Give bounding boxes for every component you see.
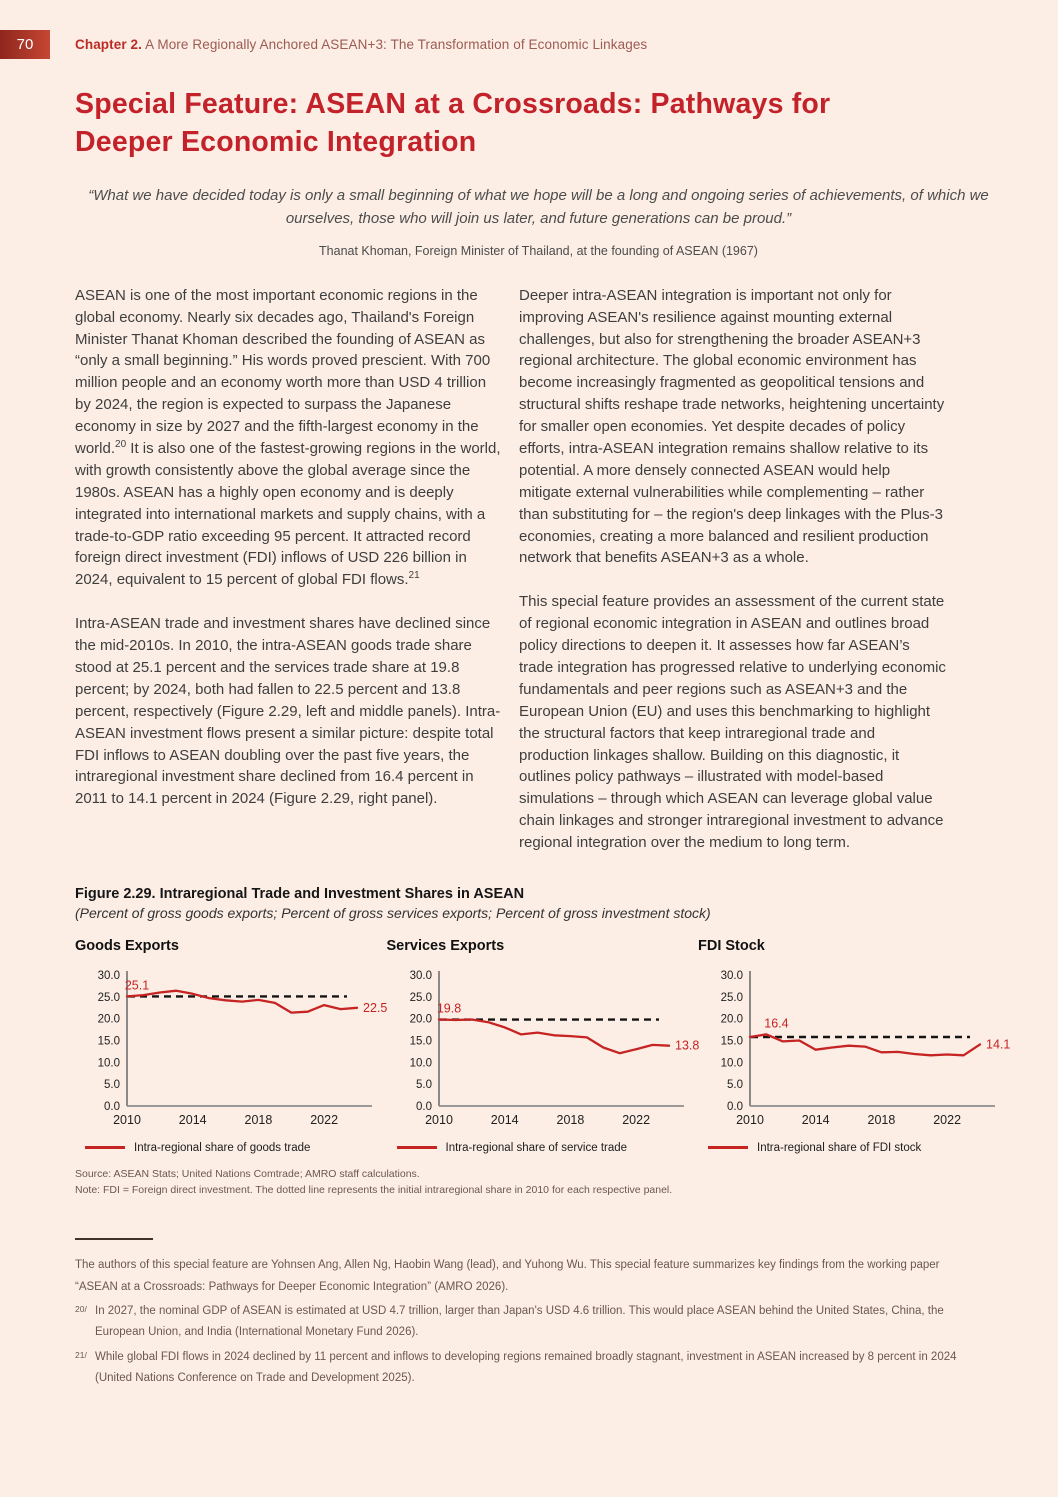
left-column [75, 285, 502, 876]
svg-text:30.0: 30.0 [409, 969, 432, 982]
figure-subtitle: (Percent of gross goods exports; Percent of gross services exports; Percent of gross investment stock) [75, 904, 711, 921]
svg-text:20.0: 20.0 [97, 1013, 120, 1026]
legend-label: Intra-regional share of goods trade [134, 1141, 311, 1154]
services-exports-panel [386, 937, 699, 1154]
page-content [0, 86, 1058, 1389]
line-chart-svg [387, 963, 697, 1137]
footnote-marker: 20/ [75, 1304, 87, 1315]
fdi-stock-chart [698, 963, 1011, 1137]
quote-block [75, 184, 1002, 258]
svg-text:2014: 2014 [490, 1112, 519, 1127]
line-chart-svg [75, 963, 388, 1137]
chart-panels [75, 937, 1011, 1154]
page-title: Special Feature: ASEAN at a Crossroads: Pathways for Deeper Economic Integration [75, 88, 831, 158]
chapter-heading [75, 37, 647, 52]
quote-attribution: Thanat Khoman, Foreign Minister of Thailand, at the founding of ASEAN (1967) [319, 243, 758, 258]
legend-line-swatch [397, 1146, 437, 1149]
data-label: 13.8 [674, 1038, 699, 1053]
legend-label: Intra-regional share of service trade [445, 1141, 628, 1154]
svg-text:5.0: 5.0 [727, 1079, 743, 1092]
data-label: 19.8 [436, 1001, 461, 1016]
svg-text:15.0: 15.0 [720, 1035, 743, 1048]
svg-text:2018: 2018 [244, 1112, 273, 1127]
footnote-divider [75, 1238, 153, 1240]
right-column [519, 285, 946, 876]
paragraph: Intra-ASEAN trade and investment shares have declined since the mid-2010s. In 2010, the intra-ASEAN goods trade share stood at 25.1 percent and the services trade share at 19.8 percent; by 2024, both had fallen to 22.5 percent and 13.8 percent, respectively (Figure 2.29, left and middle panels). Intra-ASEAN investment flows present a similar picture: despite total FDI inflows to ASEAN doubling over the past five years, the intraregional investment share declined from 16.4 percent in 2011 to 14.1 percent in 2024 (Figure 2.29, right panel). [75, 615, 501, 808]
paragraph: This special feature provides an assessment of the current state of regional economic integration in ASEAN and outlines broad policy directions to deepen it. It assesses how far ASEAN’s trade integration has progressed relative to underlying economic fundamentals and peer regions such as ASEAN+3 and the European Union (EU) and uses this benchmarking to highlight the structural factors that keep intraregional trade and production linkages shallow. Building on this diagnostic, it outlines policy pathways – illustrated with model-based simulations – through which ASEAN can leverage global value chain linkages and stronger intraregional investment to advance regional integration over the medium to long term. [519, 593, 946, 852]
svg-text:20.0: 20.0 [409, 1013, 432, 1026]
svg-text:2022: 2022 [933, 1112, 962, 1127]
svg-text:5.0: 5.0 [415, 1079, 432, 1092]
svg-text:0.0: 0.0 [415, 1100, 432, 1113]
svg-text:10.0: 10.0 [97, 1057, 120, 1070]
figure-2-29 [75, 885, 1011, 1199]
legend-line-swatch [85, 1146, 125, 1149]
svg-text:2018: 2018 [867, 1112, 896, 1127]
data-label: 25.1 [124, 978, 150, 993]
data-label: 14.1 [986, 1037, 1011, 1052]
svg-text:2014: 2014 [801, 1112, 830, 1127]
footnote-20 [75, 1301, 980, 1344]
svg-text:10.0: 10.0 [720, 1057, 743, 1070]
panel-title: Services Exports [386, 937, 505, 954]
footnotes [75, 1255, 980, 1389]
figure-note: Note: FDI = Foreign direct investment. The dotted line represents the initial intraregional share in 2010 for each respective panel. [75, 1183, 673, 1196]
goods-exports-panel [75, 937, 388, 1154]
legend-label: Intra-regional share of FDI stock [757, 1141, 922, 1154]
quote-text: “What we have decided today is only a small beginning of what we hope will be a long and ongoing series of achievements, of which we ourselves, those who will join us later, and future generations can be proud.” [88, 187, 989, 228]
figure-source: Source: ASEAN Stats; United Nations Comtrade; AMRO staff calculations. [75, 1167, 420, 1180]
chart-legend [85, 1142, 380, 1154]
svg-text:25.0: 25.0 [409, 991, 432, 1004]
svg-text:0.0: 0.0 [104, 1100, 120, 1113]
chapter-label: Chapter 2. [75, 37, 143, 52]
legend-line-swatch [708, 1146, 748, 1149]
footnote-marker: 21/ [75, 1349, 87, 1360]
page-header [0, 0, 1058, 59]
svg-text:2014: 2014 [178, 1112, 207, 1127]
footnote-reference: 21 [408, 570, 420, 582]
svg-text:20.0: 20.0 [720, 1013, 743, 1026]
data-label: 22.5 [363, 1000, 388, 1015]
svg-text:2010: 2010 [736, 1112, 764, 1127]
page-number-badge: 70 [0, 30, 50, 59]
line-chart-svg [698, 963, 1011, 1137]
svg-text:0.0: 0.0 [727, 1100, 743, 1113]
chart-legend [397, 1142, 692, 1154]
paragraph: Deeper intra-ASEAN integration is important not only for improving ASEAN's resilience against mounting external challenges, but also for strengthening the broader ASEAN+3 regional architecture. The global economic environment has become increasingly fragmented as geopolitical tensions and structural shifts reshape trade networks, heightening uncertainty for smaller open economies. Yet despite decades of policy efforts, intra-ASEAN integration remains shallow relative to its potential. A more densely connected ASEAN would help mitigate external vulnerabilities while complementing – rather than substituting for – the region's deep linkages with the Plus-3 economies, creating a more balanced and resilient production network that benefits ASEAN+3 as a whole. [519, 286, 945, 567]
author-note: The authors of this special feature are Yohnsen Ang, Allen Ng, Haobin Wang (lead), and Yuhong Wu. This special feature summarizes key findings from the working paper “ASEAN at a Crossroads: Pathways for Deeper Economic Integration” (AMRO 2026). [75, 1259, 940, 1293]
body-columns [75, 285, 1002, 876]
paragraph: ASEAN is one of the most important economic regions in the global economy. Nearly six decades ago, Thailand's Foreign Minister Thanat Khoman described the founding of ASEAN as “only a small beginning.” His words proved prescient. With 700 million people and an economy worth more than USD 4 trillion by 2024, the region is expected to surpass the Japanese economy in size by 2027 and the fifth-largest economy in the world.$^{20}$ It is also one of the fastest-growing regions in the world, with growth consistently above the global average since the 1980s. ASEAN has a highly open economy and is deeply integrated into international markets and supply chains, with a trade-to-GDP ratio exceeding 95 percent. It attracted record foreign direct investment (FDI) inflows of USD 226 billion in 2024, equivalent to 15 percent of global FDI flows.$^{21}$ [75, 286, 501, 589]
series-line [127, 991, 357, 1013]
fdi-stock-panel [698, 937, 1011, 1154]
svg-text:30.0: 30.0 [97, 969, 120, 982]
svg-text:15.0: 15.0 [97, 1035, 120, 1048]
svg-text:2022: 2022 [621, 1112, 650, 1127]
svg-text:2022: 2022 [310, 1112, 339, 1127]
svg-text:2018: 2018 [556, 1112, 584, 1127]
svg-text:10.0: 10.0 [409, 1057, 432, 1070]
panel-title: FDI Stock [698, 937, 765, 954]
svg-text:2010: 2010 [113, 1112, 141, 1127]
footnote-text: In 2027, the nominal GDP of ASEAN is estimated at USD 4.7 trillion, larger than Japan's USD 4.6 trillion. This would place ASEAN behind the United States, China, the European Union, and India (International Monetary Fund 2026). [95, 1305, 944, 1339]
svg-text:2010: 2010 [424, 1112, 453, 1127]
footnote-text: While global FDI flows in 2024 declined by 11 percent and inflows to developing regions remained broadly stagnant, investment in ASEAN increased by 8 percent in 2024 (United Nations Conference on Trade and Development 2025). [95, 1350, 957, 1384]
svg-text:5.0: 5.0 [104, 1079, 120, 1092]
footnote-21 [75, 1347, 980, 1390]
data-label: 16.4 [764, 1016, 789, 1031]
goods-exports-chart [75, 963, 388, 1137]
chapter-title: A More Regionally Anchored ASEAN+3: The Transformation of Economic Linkages [142, 37, 648, 52]
svg-text:30.0: 30.0 [720, 969, 743, 982]
services-exports-chart [387, 963, 699, 1137]
svg-text:25.0: 25.0 [720, 991, 743, 1004]
svg-text:15.0: 15.0 [409, 1035, 432, 1048]
chart-legend [708, 1142, 1003, 1154]
panel-title: Goods Exports [75, 937, 179, 954]
series-line [439, 1019, 669, 1053]
svg-text:25.0: 25.0 [97, 991, 120, 1004]
footnote-reference: 20 [115, 438, 127, 450]
figure-title: Figure 2.29. Intraregional Trade and Investment Shares in ASEAN [75, 885, 525, 902]
